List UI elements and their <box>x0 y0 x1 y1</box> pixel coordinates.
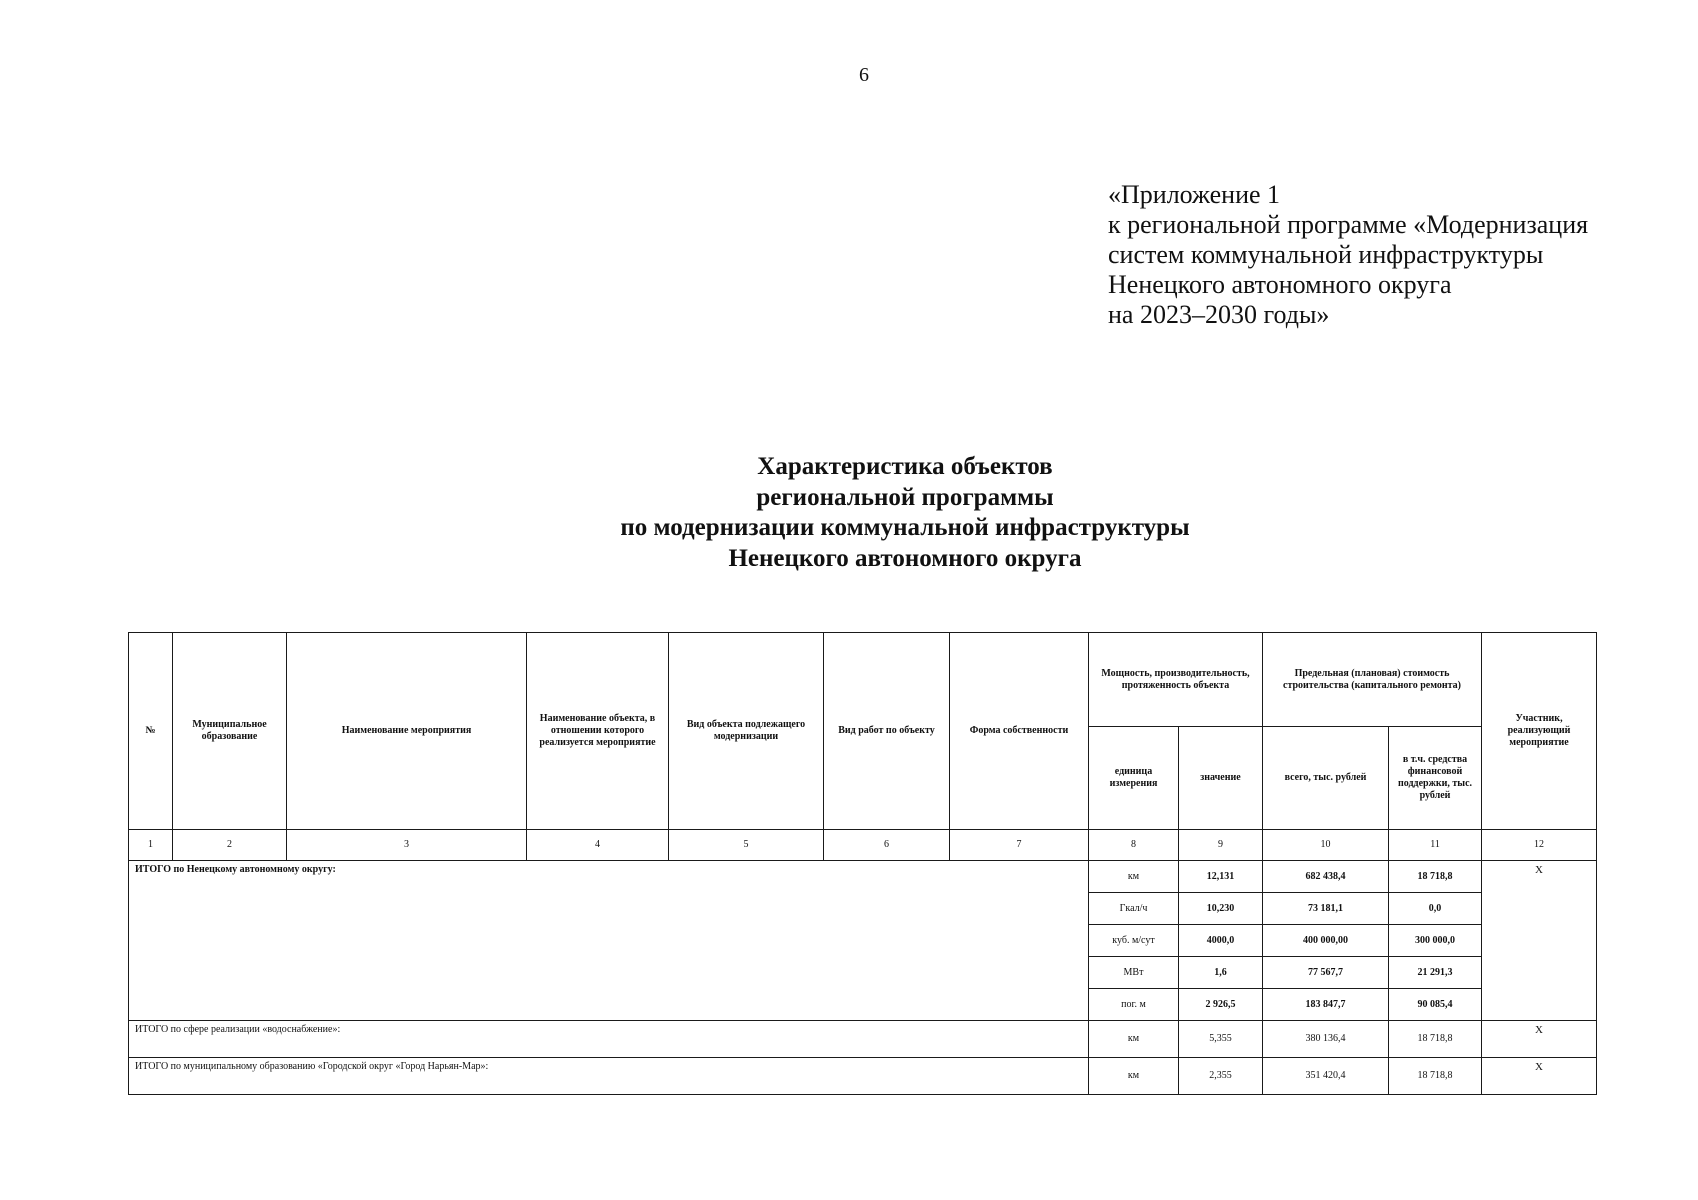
cost-total-cell: 77 567,7 <box>1263 957 1389 989</box>
header-capacity: Мощность, производительность, протяженность объекта <box>1089 633 1263 727</box>
cost-support-cell: 21 291,3 <box>1389 957 1482 989</box>
cost-total-cell: 351 420,4 <box>1263 1058 1389 1095</box>
column-number: 9 <box>1179 830 1263 861</box>
unit-cell: км <box>1089 861 1179 893</box>
participant-cell: Х <box>1482 1021 1597 1058</box>
cost-support-cell: 18 718,8 <box>1389 1058 1482 1095</box>
value-cell: 2 926,5 <box>1179 989 1263 1021</box>
title-line: Характеристика объектов <box>757 453 1053 480</box>
cost-support-cell: 0,0 <box>1389 893 1482 925</box>
value-cell: 12,131 <box>1179 861 1263 893</box>
cost-support-cell: 90 085,4 <box>1389 989 1482 1021</box>
column-number: 12 <box>1482 830 1597 861</box>
header-num: № <box>129 633 173 830</box>
header-unit: единица измерения <box>1089 727 1179 830</box>
unit-cell: км <box>1089 1058 1179 1095</box>
appendix-line: на 2023–2030 годы» <box>1108 300 1330 329</box>
value-cell: 10,230 <box>1179 893 1263 925</box>
value-cell: 5,355 <box>1179 1021 1263 1058</box>
header-participant: Участник, реализующий мероприятие <box>1482 633 1597 830</box>
total-naryan-mar-row <box>129 1058 1597 1095</box>
header-cost: Предельная (плановая) стоимость строительства (капитального ремонта) <box>1263 633 1482 727</box>
cost-total-cell: 183 847,7 <box>1263 989 1389 1021</box>
header-value: значение <box>1179 727 1263 830</box>
header-cost-total: всего, тыс. рублей <box>1263 727 1389 830</box>
column-number: 6 <box>824 830 950 861</box>
title-line: по модернизации коммунальной инфраструктуры <box>620 514 1190 541</box>
column-number: 7 <box>950 830 1089 861</box>
unit-cell: пог. м <box>1089 989 1179 1021</box>
total-naryan-mar-label: ИТОГО по муниципальному образованию «Городской округ «Город Нарьян-Мар»: <box>129 1058 1089 1095</box>
total-okrug-row <box>129 861 1597 893</box>
header-work-type: Вид работ по объекту <box>824 633 950 830</box>
cost-support-cell: 300 000,0 <box>1389 925 1482 957</box>
column-number: 1 <box>129 830 173 861</box>
total-water-row <box>129 1021 1597 1058</box>
cost-total-cell: 380 136,4 <box>1263 1021 1389 1058</box>
column-number-row <box>129 830 1597 861</box>
cost-total-cell: 73 181,1 <box>1263 893 1389 925</box>
unit-cell: куб. м/сут <box>1089 925 1179 957</box>
cost-support-cell: 18 718,8 <box>1389 861 1482 893</box>
header-measure: Наименование мероприятия <box>287 633 527 830</box>
total-water-label: ИТОГО по сфере реализации «водоснабжение»: <box>129 1021 1089 1058</box>
participant-cell: Х <box>1482 861 1597 1021</box>
value-cell: 4000,0 <box>1179 925 1263 957</box>
appendix-line: «Приложение 1 <box>1108 180 1281 209</box>
appendix-line: Ненецкого автономного округа <box>1108 270 1452 299</box>
objects-table <box>128 632 1597 1095</box>
total-okrug-label: ИТОГО по Ненецкому автономному округу: <box>129 861 1089 1021</box>
column-number: 10 <box>1263 830 1389 861</box>
document-title <box>330 452 1480 574</box>
participant-cell: Х <box>1482 1058 1597 1095</box>
cost-support-cell: 18 718,8 <box>1389 1021 1482 1058</box>
value-cell: 2,355 <box>1179 1058 1263 1095</box>
header-object-type: Вид объекта подлежащего модернизации <box>669 633 824 830</box>
header-cost-support: в т.ч. средства финансовой поддержки, тыс. рублей <box>1389 727 1482 830</box>
cost-total-cell: 682 438,4 <box>1263 861 1389 893</box>
header-municipality: Муниципальное образование <box>173 633 287 830</box>
column-number: 8 <box>1089 830 1179 861</box>
cost-total-cell: 400 000,00 <box>1263 925 1389 957</box>
column-number: 4 <box>527 830 669 861</box>
header-ownership: Форма собственности <box>950 633 1089 830</box>
title-line: региональной программы <box>756 483 1054 511</box>
column-number: 3 <box>287 830 527 861</box>
unit-cell: км <box>1089 1021 1179 1058</box>
page-number: 6 <box>859 64 869 86</box>
appendix-reference <box>1108 180 1668 330</box>
column-number: 11 <box>1389 830 1482 861</box>
unit-cell: Гкал/ч <box>1089 893 1179 925</box>
column-number: 5 <box>669 830 824 861</box>
appendix-line: систем коммунальной инфраструктуры <box>1108 240 1544 269</box>
appendix-line: к региональной программе «Модернизация <box>1108 210 1589 239</box>
column-number: 2 <box>173 830 287 861</box>
header-object-name: Наименование объекта, в отношении которого реализуется мероприятие <box>527 633 669 830</box>
title-line: Ненецкого автономного округа <box>728 544 1082 572</box>
unit-cell: МВт <box>1089 957 1179 989</box>
value-cell: 1,6 <box>1179 957 1263 989</box>
